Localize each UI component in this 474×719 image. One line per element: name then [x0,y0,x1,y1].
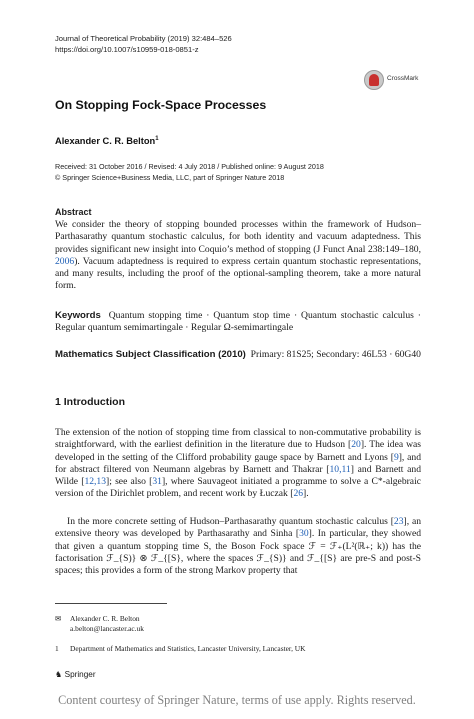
journal-header [55,33,232,55]
journal-citation: Journal of Theoretical Probability (2019) 32:484–526 [55,34,232,43]
ref-link[interactable]: 30 [299,528,309,540]
author-sup: 1 [155,136,159,142]
abstract-heading: Abstract [55,207,92,217]
publisher-logo: ♞ Springer [55,670,96,679]
affiliation [55,644,305,654]
footnote-author: Alexander C. R. Belton [70,614,140,623]
crossmark-badge[interactable] [364,70,428,90]
publication-dates [55,162,324,183]
citation-link[interactable]: 2006 [55,255,75,267]
ref-link[interactable]: 12,13 [84,476,107,488]
crossmark-label: CrossMark [387,75,419,82]
ref-link[interactable]: 23 [393,516,404,527]
springer-horse-icon: ♞ [55,670,63,679]
dates-line: Received: 31 October 2016 / Revised: 4 July 2018 / Published online: 9 August 2018 [55,162,324,171]
author-name: Alexander C. R. Belton$^1$ [55,136,159,147]
ref-link[interactable]: 20 [351,439,361,451]
keywords-heading: Keywords [55,310,101,321]
msc-heading: Mathematics Subject Classification (2010) [55,349,246,360]
paper-title: On Stopping Fock-Space Processes [55,98,267,112]
keywords [55,310,421,335]
ref-link[interactable]: 9 [393,451,399,463]
ref-link[interactable]: 26 [293,488,304,500]
msc [55,349,421,361]
intro-paragraph-2: In the more concrete setting of Hudson–Parthasarathy quantum stochastic calculus [23], an extensive theory was developed by Parthasarathy and Sinha [30]. In particular, they showed that given a quantum stopping time S, the Boson Fock space ℱ = ℱ₊(L²(ℝ₊; k)) has the factorisation ℱ_{S)} ⊗ ℱ_{[S}, where the spaces ℱ_{S)} and ℱ_{[S} are pre-S and post-S spaces; this provides a form of the strong Markov property that [55,516,421,577]
affiliation-text: Department of Mathematics and Statistics, Lancaster University, Lancaster, UK [70,644,306,653]
abstract-text: We consider the theory of stopping bounded processes within the framework of Hudson–Parthasarathy quantum stochastic calculus, for both identity and vacuum adaptedness. This provides significant new insight into Coquio’s method of stopping (J Funct Anal 238:149–180, 2006). Vacuum adaptedness is required to express certain quantum stochastic representations, and many results, including the proof of the optional-sampling theorem, take a more natural form. [55,219,421,292]
email-link[interactable]: a.belton@lancaster.ac.uk [70,624,144,633]
footnote-divider [55,603,167,604]
msc-text: Primary: 81S25; Secondary: 46L53 · 60G40 [250,349,421,360]
intro-paragraph-1: The extension of the notion of stopping time from classical to non-commutative probability is straightforward, with the earliest definition in the literature due to Hudson [20]. The idea was developed in the setting of the Clifford probability gauge space by Barnett and Lyons [9], and for abstract filtered von Neumann algebras by Barnett and Thakrar [10,11] and Barnett and Wilde [12,13]; see also [31], where Sauvageot initiated a programme to solve a C*-algebraic version of the Dirichlet problem, and recent work by Łuczak [26]. [55,427,422,500]
affiliation-mark: 1 [55,644,59,653]
ref-link[interactable]: 31 [152,476,162,488]
copyright-line: © Springer Science+Business Media, LLC, part of Springer Nature 2018 [55,172,285,182]
corresponding-author [55,614,144,634]
crossmark-icon [364,70,384,90]
envelope-icon: ✉ [55,614,62,623]
ref-link[interactable]: 10,11 [329,463,351,475]
courtesy-notice: Content courtesy of Springer Nature, terms of use apply. Rights reserved. [58,693,416,707]
keywords-text: Quantum stopping time · Quantum stop time · Quantum stochastic calculus · Regular quantum semimartingale · Regular Ω-semimartingale [55,310,421,334]
section-heading: 1 Introduction [55,396,125,408]
doi-link[interactable]: https://doi.org/10.1007/s10959-018-0851-z [55,45,199,54]
